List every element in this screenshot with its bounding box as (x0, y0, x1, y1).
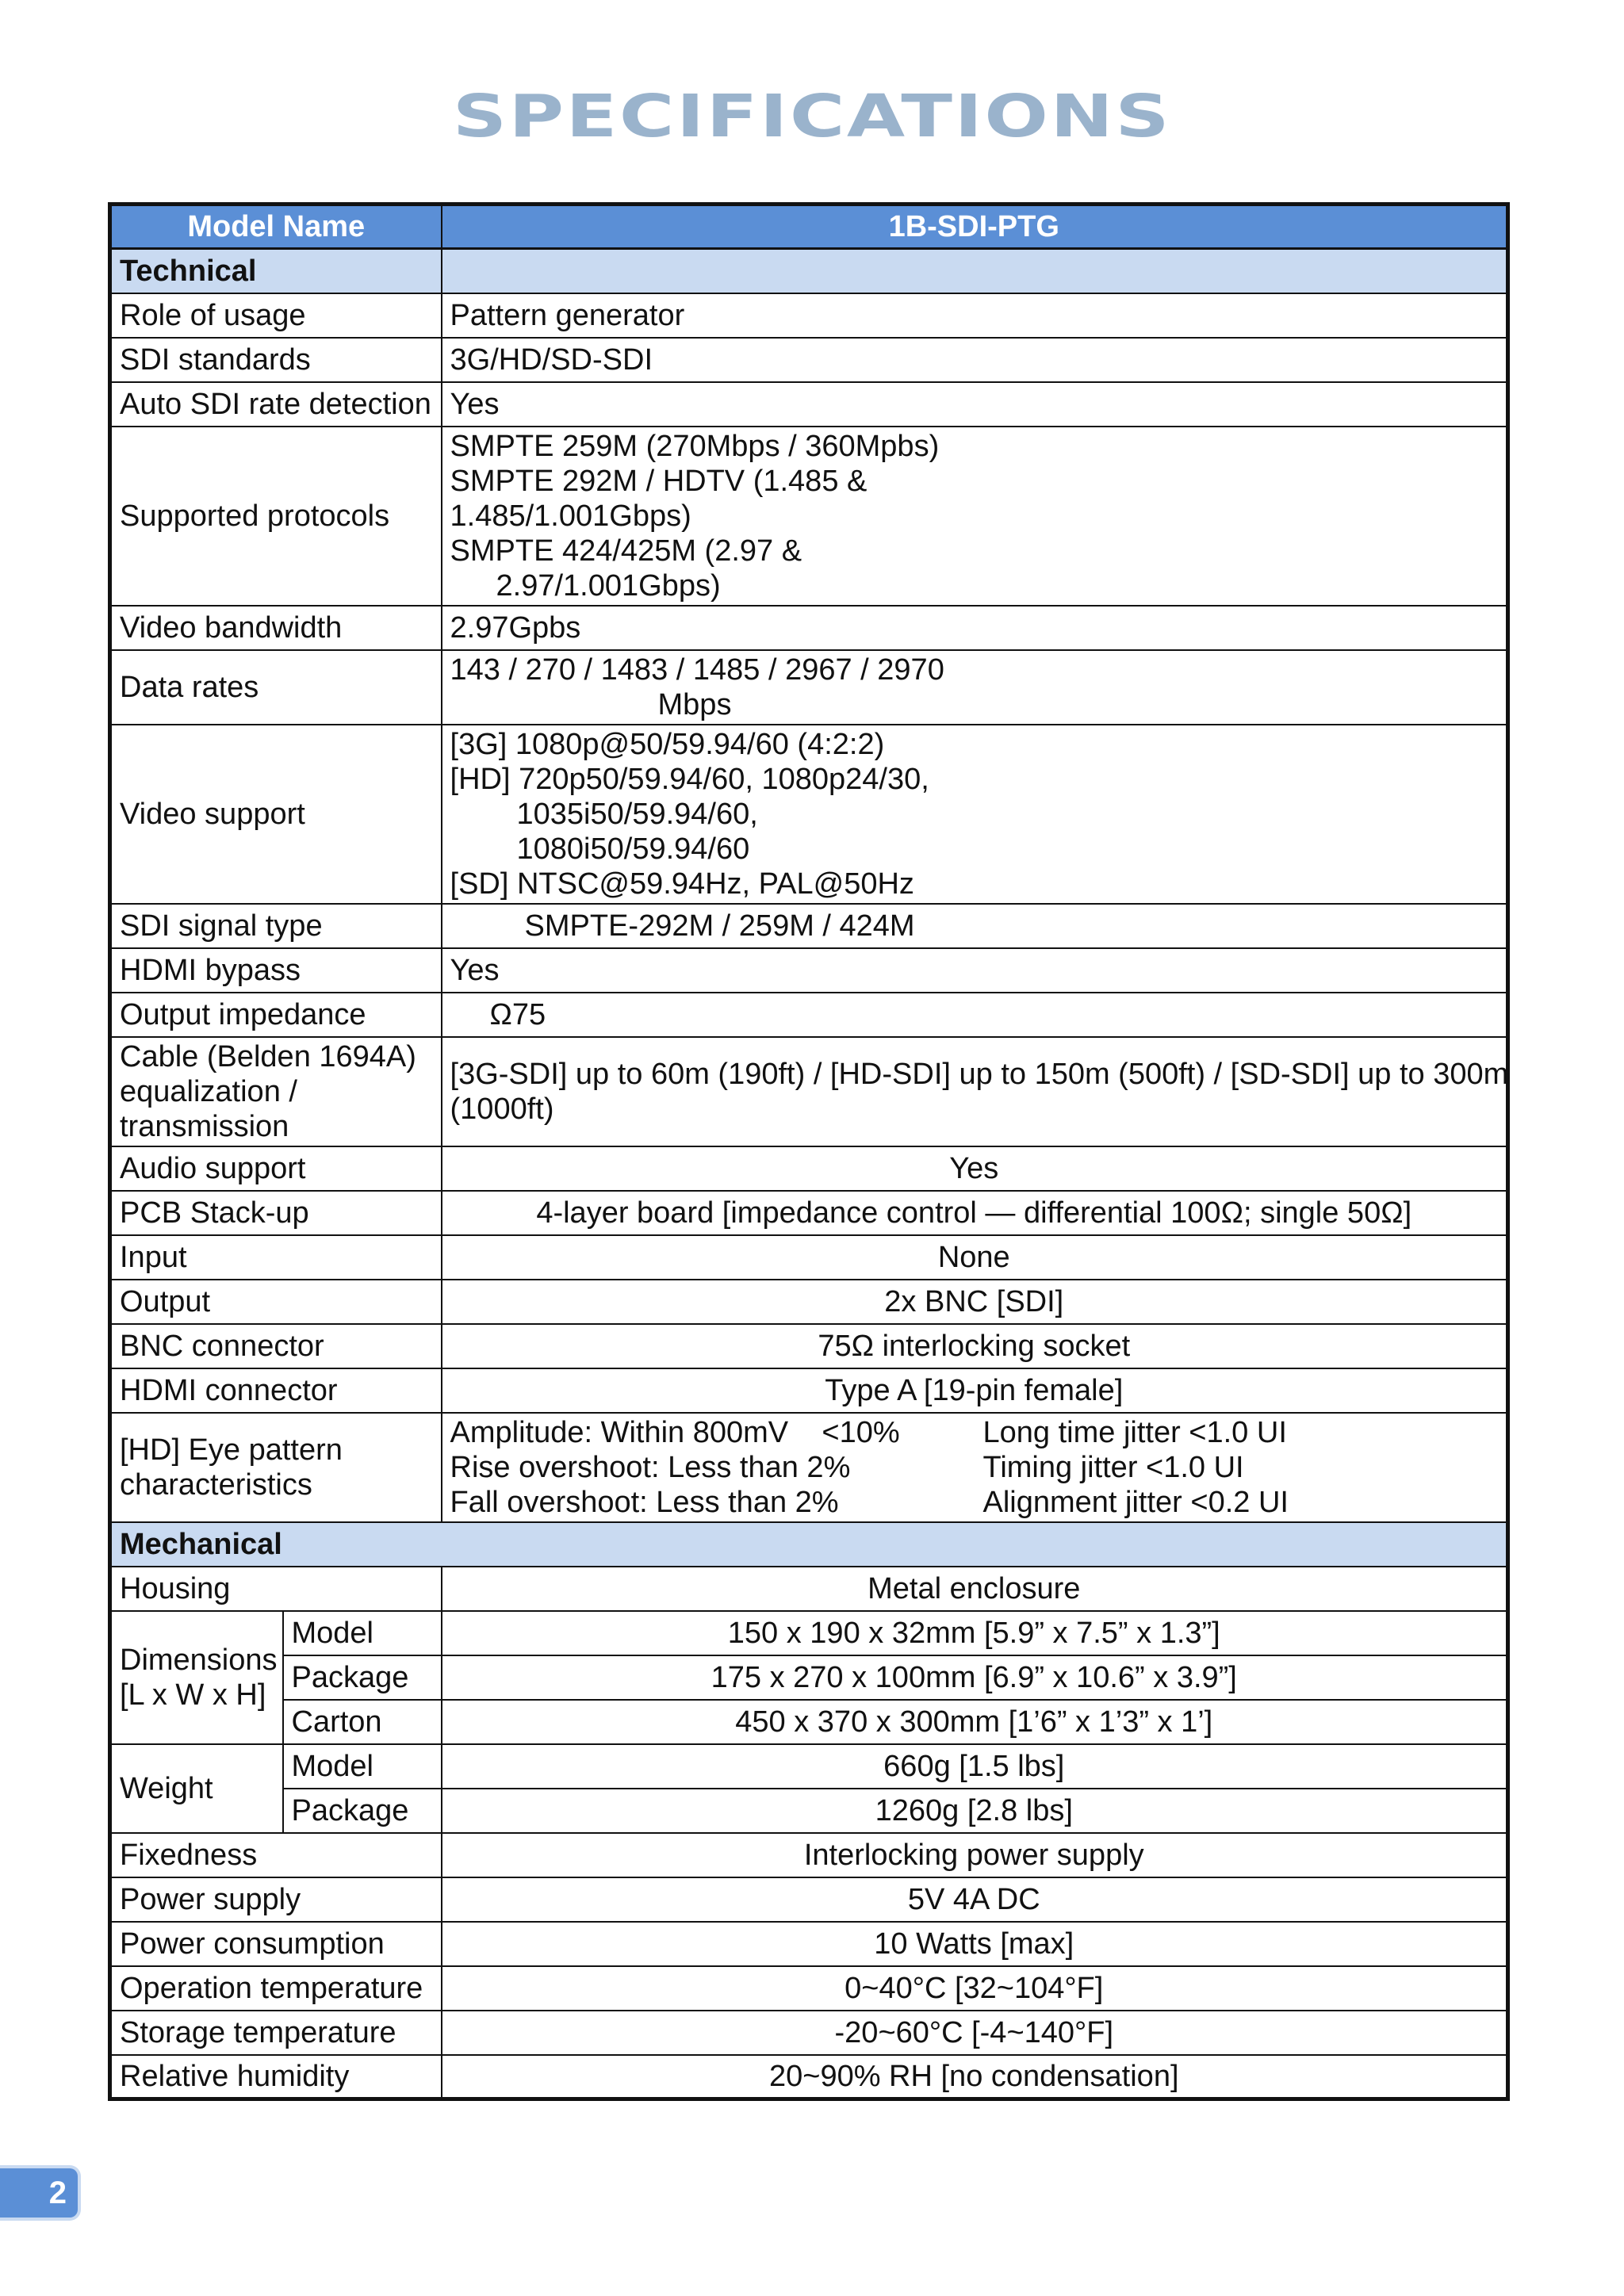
row-label: Weight (110, 1744, 283, 1833)
row-value: 3G/HD/SD-SDI (442, 338, 1508, 382)
table-row (110, 1922, 1508, 1966)
row-label: HDMI bypass (110, 948, 442, 993)
table-row (110, 606, 1508, 650)
row-label: Fixedness (110, 1833, 442, 1877)
table-row (110, 382, 1508, 427)
table-row (110, 993, 1508, 1037)
page-number-badge: 2 (0, 2168, 78, 2218)
row-label: PCB Stack-up (110, 1191, 442, 1235)
row-value: 20~90% RH [no condensation] (442, 2055, 1508, 2099)
table-row (110, 1037, 1508, 1146)
section-title: Mechanical (110, 1522, 1508, 1567)
table-row (110, 1324, 1508, 1368)
row-label: Video support (110, 725, 442, 904)
table-row (110, 948, 1508, 993)
table-row (110, 725, 1508, 904)
row-value: 660g [1.5 lbs] (442, 1744, 1508, 1789)
row-label: Supported protocols (110, 427, 442, 606)
table-row (110, 1413, 1508, 1522)
row-label: Role of usage (110, 293, 442, 338)
table-row (110, 1833, 1508, 1877)
table-row (110, 1235, 1508, 1280)
table-row (110, 338, 1508, 382)
table-row (110, 293, 1508, 338)
page-title: SPECIFICATIONS (452, 82, 1172, 151)
table-row (110, 1789, 1508, 1833)
row-value: SMPTE 259M (270Mbps / 360Mpbs) SMPTE 292M / HDTV (1.485 & 1.485/1.001Gbps) SMPTE 424/425M (2.97 & 2.97/1.001Gbps) (442, 427, 1508, 606)
row-label: Storage temperature (110, 2011, 442, 2055)
row-value: 143 / 270 / 1483 / 1485 / 2967 / 2970 Mbps (442, 650, 1508, 725)
table-row (110, 1966, 1508, 2011)
row-label: Output (110, 1280, 442, 1324)
sub-label: Package (283, 1655, 442, 1700)
table-row (110, 1368, 1508, 1413)
row-value: 175 x 270 x 100mm [6.9” x 10.6” x 3.9”] (442, 1655, 1508, 1700)
row-value: Yes (442, 382, 1508, 427)
table-header-row (110, 205, 1508, 249)
table-row (110, 904, 1508, 948)
specifications-table (108, 202, 1510, 2101)
row-label: Video bandwidth (110, 606, 442, 650)
row-value: Type A [19-pin female] (442, 1368, 1508, 1413)
sub-label: Model (283, 1744, 442, 1789)
row-label: BNC connector (110, 1324, 442, 1368)
sub-label: Carton (283, 1700, 442, 1744)
table-row (110, 1877, 1508, 1922)
row-value: 2x BNC [SDI] (442, 1280, 1508, 1324)
row-value: 10 Watts [max] (442, 1922, 1508, 1966)
row-value: 75Ω interlocking socket (442, 1324, 1508, 1368)
row-value: Yes (442, 1146, 1508, 1191)
row-value: 4-layer board [impedance control — differential 100Ω; single 50Ω] (442, 1191, 1508, 1235)
table-row (110, 1611, 1508, 1655)
table-row (110, 2011, 1508, 2055)
row-label: Power consumption (110, 1922, 442, 1966)
row-label: Input (110, 1235, 442, 1280)
section-title: Technical (110, 249, 442, 293)
row-label: Housing (110, 1567, 442, 1611)
table-row (110, 1567, 1508, 1611)
table-row (110, 650, 1508, 725)
row-value: SMPTE-292M / 259M / 424M (442, 904, 1508, 948)
model-name-value: 1B-SDI-PTG (442, 205, 1508, 249)
table-row (110, 1744, 1508, 1789)
table-row (110, 1146, 1508, 1191)
row-value: -20~60°C [-4~140°F] (442, 2011, 1508, 2055)
row-value: None (442, 1235, 1508, 1280)
row-value: 450 x 370 x 300mm [1’6” x 1’3” x 1’] (442, 1700, 1508, 1744)
row-label: Dimensions [L x W x H] (110, 1611, 283, 1744)
row-label: Auto SDI rate detection (110, 382, 442, 427)
row-label: Power supply (110, 1877, 442, 1922)
row-value: Ω75 (442, 993, 1508, 1037)
row-label: Relative humidity (110, 2055, 442, 2099)
table-row (110, 2055, 1508, 2099)
row-value: [3G] 1080p@50/59.94/60 (4:2:2) [HD] 720p50/59.94/60, 1080p24/30, 1035i50/59.94/60, 1080i50/59.94/60 [SD] NTSC@59.94Hz, PAL@50Hz (442, 725, 1508, 904)
section-technical (110, 249, 1508, 293)
row-label: Cable (Belden 1694A) equalization / transmission (110, 1037, 442, 1146)
row-value: 5V 4A DC (442, 1877, 1508, 1922)
row-value: Pattern generator (442, 293, 1508, 338)
row-value: 2.97Gpbs (442, 606, 1508, 650)
row-value: 0~40°C [32~104°F] (442, 1966, 1508, 2011)
row-value: 1260g [2.8 lbs] (442, 1789, 1508, 1833)
row-value: 150 x 190 x 32mm [5.9” x 7.5” x 1.3”] (442, 1611, 1508, 1655)
row-value: Amplitude: Within 800mV <10% Rise overshoot: Less than 2% Fall overshoot: Less than 2% Long time jitter <1.0 UI Timing jitter <1.0 UI Alignment jitter <0.2 UI (442, 1413, 1508, 1522)
row-label: Audio support (110, 1146, 442, 1191)
table-row (110, 1191, 1508, 1235)
table-row (110, 1700, 1508, 1744)
row-label: [HD] Eye pattern characteristics (110, 1413, 442, 1522)
row-label: Operation temperature (110, 1966, 442, 2011)
row-label: SDI signal type (110, 904, 442, 948)
model-name-label: Model Name (110, 205, 442, 249)
row-label: SDI standards (110, 338, 442, 382)
table-row (110, 1655, 1508, 1700)
row-label: HDMI connector (110, 1368, 442, 1413)
sub-label: Model (283, 1611, 442, 1655)
row-value: Yes (442, 948, 1508, 993)
row-value: [3G-SDI] up to 60m (190ft) / [HD-SDI] up to 150m (500ft) / [SD-SDI] up to 300m (1000ft) (442, 1037, 1508, 1146)
sub-label: Package (283, 1789, 442, 1833)
table-row (110, 427, 1508, 606)
table-row (110, 1280, 1508, 1324)
row-value: Metal enclosure (442, 1567, 1508, 1611)
row-label: Output impedance (110, 993, 442, 1037)
row-value: Interlocking power supply (442, 1833, 1508, 1877)
section-mechanical (110, 1522, 1508, 1567)
row-label: Data rates (110, 650, 442, 725)
